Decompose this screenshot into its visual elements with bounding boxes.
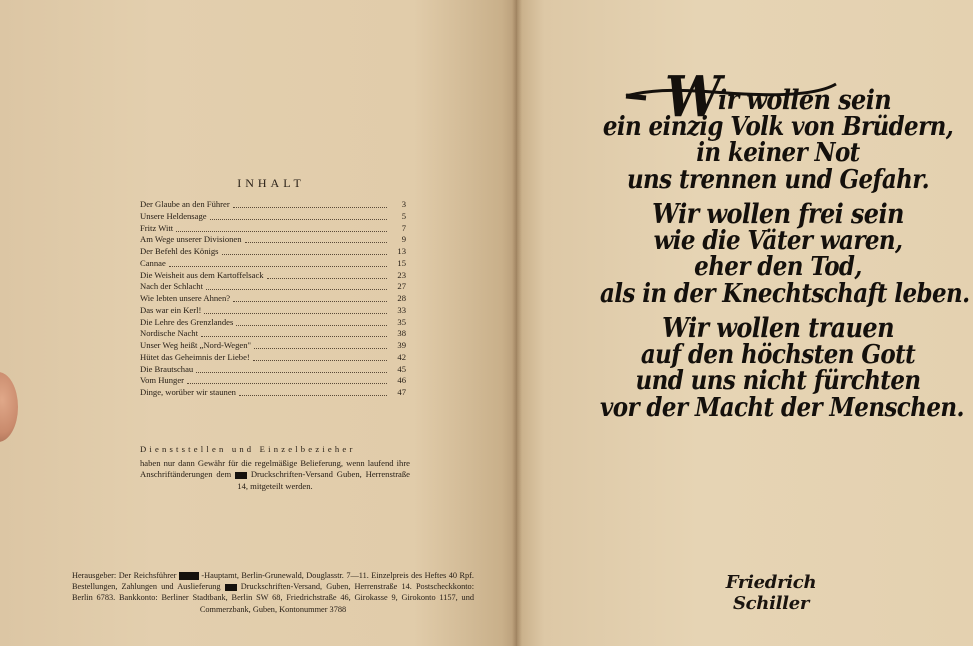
poem-line: Wir wollen frei sein bbox=[652, 197, 904, 230]
poem-line: vor der Macht der Menschen. bbox=[600, 391, 964, 423]
poem-line: eher den Tod, bbox=[694, 251, 862, 282]
poem-line: in keiner Not bbox=[696, 137, 860, 168]
notice-body bbox=[140, 458, 410, 493]
toc-entry bbox=[140, 305, 406, 317]
toc-entry bbox=[140, 199, 406, 211]
poem-stanza-3 bbox=[600, 311, 964, 423]
toc-entry-page: 15 bbox=[397, 257, 406, 268]
poem-line: ein einzig Volk von Brüdern, bbox=[602, 110, 954, 142]
toc-leader-dots bbox=[236, 317, 387, 326]
toc-entry-title: Wie lebten unsere Ahnen? bbox=[140, 293, 231, 303]
poem-author: Friedrich Schiller bbox=[725, 572, 817, 614]
toc-leader-dots bbox=[233, 293, 387, 302]
book-gutter bbox=[512, 0, 522, 646]
imprint-part-3: Druckschriften-Versand, Guben, Herrenstraße 14. Postscheckkonto: Berlin 6783. Bankkonto: Berliner Stadtbank, Berlin SW 68, Friedrichstraße 46, Girokasse 9, Girokonto 1157, und Commerzbank, Guben, Kontonummer 3788 bbox=[72, 582, 475, 614]
toc-entry-page: 38 bbox=[397, 328, 406, 339]
toc-leader-dots bbox=[210, 211, 387, 220]
poem-line: als in der Knechtschaft leben. bbox=[600, 277, 970, 309]
toc-entry bbox=[140, 364, 406, 376]
toc-entry-title: Hütet das Geheimnis der Liebe! bbox=[140, 351, 250, 362]
toc-entry-title: Dinge, worüber wir staunen bbox=[140, 387, 236, 397]
toc-entry-page: 35 bbox=[397, 316, 406, 327]
toc-entry-title: Fritz Witt bbox=[140, 222, 174, 233]
toc-entry-page: 9 bbox=[401, 234, 406, 245]
toc-leader-dots bbox=[176, 223, 387, 232]
poem-stanza-1 bbox=[600, 63, 956, 195]
toc-entry bbox=[140, 352, 406, 364]
schiller-poem bbox=[600, 63, 970, 429]
toc-entry bbox=[140, 270, 406, 282]
toc-leader-dots bbox=[233, 199, 387, 208]
poem-line: Wir wollen trauen bbox=[662, 311, 894, 344]
poem-line: und uns nicht fürchten bbox=[635, 365, 921, 396]
toc-leader-dots bbox=[222, 246, 387, 255]
toc-entry bbox=[140, 328, 406, 340]
toc-leader-dots bbox=[206, 281, 387, 290]
toc-leader-dots bbox=[169, 258, 387, 267]
poem-line: wie die Väter waren, bbox=[653, 224, 903, 256]
toc-entry-title: Am Wege unserer Divisionen bbox=[140, 234, 242, 245]
toc-entry-title: Unser Weg heißt „Nord-Wegen" bbox=[140, 340, 252, 350]
poem-stanza-2 bbox=[600, 197, 970, 309]
toc-entry-page: 47 bbox=[397, 387, 406, 397]
toc-entry bbox=[140, 281, 406, 293]
toc-entry-title: Vom Hunger bbox=[140, 375, 185, 386]
toc-entry bbox=[140, 375, 406, 387]
toc-leader-dots bbox=[204, 305, 387, 314]
imprint bbox=[72, 570, 474, 615]
toc-entry-title: Nordische Nacht bbox=[140, 328, 198, 339]
toc-entry-page: 45 bbox=[397, 363, 406, 374]
imprint-part-2: -Hauptamt, Berlin-Grunewald, Douglasstr. 7—11. Einzelpreis des Heftes 40 Rpf. Bestellungen, Zahlungen und Auslieferung bbox=[72, 571, 475, 592]
toc-entry bbox=[140, 246, 406, 258]
toc-entry-page: 7 bbox=[401, 222, 406, 233]
toc-entry-title: Die Brautschau bbox=[140, 363, 194, 374]
notice-text-before: haben nur dann Gewähr für die regelmäßige Belieferung, wenn laufend ihre Anschriftänderungen dem bbox=[140, 457, 410, 480]
toc-entry bbox=[140, 340, 406, 352]
toc-entry-title: Der Glaube an den Führer bbox=[140, 199, 230, 209]
toc-title: INHALT bbox=[237, 176, 305, 190]
toc-leader-dots bbox=[187, 375, 387, 384]
toc-entry-title: Der Befehl des Königs bbox=[140, 246, 219, 256]
toc-leader-dots bbox=[245, 234, 387, 243]
notice-heading: Dienststellen und Einzelbezieher bbox=[140, 444, 356, 454]
toc-entry-page: 23 bbox=[397, 269, 406, 280]
toc-entry bbox=[140, 223, 406, 235]
toc-entry-title: Die Lehre des Grenzlandes bbox=[140, 316, 234, 327]
redaction-mark bbox=[235, 472, 247, 479]
imprint-part-1: Herausgeber: Der Reichsführer bbox=[72, 571, 177, 580]
notice-text-after: Druckschriften-Versand Guben, Herrenstraße 14, mitgeteilt werden. bbox=[237, 469, 410, 491]
redaction-mark bbox=[225, 584, 237, 591]
toc-leader-dots bbox=[196, 364, 387, 373]
toc-entry bbox=[140, 258, 406, 270]
toc-entry-page: 27 bbox=[397, 281, 406, 292]
poem-line: uns trennen und Gefahr. bbox=[626, 163, 930, 195]
toc-leader-dots bbox=[254, 340, 387, 349]
toc-entry-title: Das war ein Kerl! bbox=[140, 304, 202, 315]
poem-line: auf den höchsten Gott bbox=[640, 338, 916, 370]
notice-block bbox=[140, 444, 410, 492]
poem-line-text: ir wollen sein bbox=[718, 83, 892, 116]
toc-entry-page: 5 bbox=[401, 210, 406, 221]
toc-entry-page: 13 bbox=[397, 246, 406, 256]
toc-entry-title: Unsere Heldensage bbox=[140, 210, 207, 221]
toc-entry-title: Cannae bbox=[140, 257, 166, 268]
toc-entry-page: 28 bbox=[397, 293, 406, 303]
toc-entry bbox=[140, 387, 406, 399]
toc-entry-page: 33 bbox=[397, 304, 406, 315]
toc-entry bbox=[140, 234, 406, 246]
toc-entry bbox=[140, 211, 406, 223]
toc-leader-dots bbox=[267, 270, 387, 279]
toc-leader-dots bbox=[201, 328, 387, 337]
redaction-mark bbox=[179, 572, 199, 580]
toc-entry-page: 39 bbox=[397, 340, 406, 350]
table-of-contents bbox=[140, 199, 406, 399]
drop-initial: W bbox=[664, 63, 719, 130]
toc-entry-page: 3 bbox=[401, 199, 406, 209]
toc-leader-dots bbox=[239, 387, 387, 396]
toc-leader-dots bbox=[253, 352, 387, 361]
toc-entry-page: 46 bbox=[397, 375, 406, 386]
toc-entry bbox=[140, 317, 406, 329]
toc-entry-title: Nach der Schlacht bbox=[140, 281, 203, 292]
toc-entry bbox=[140, 293, 406, 305]
toc-entry-title: Die Weisheit aus dem Kartoffelsack bbox=[140, 269, 264, 280]
toc-entry-page: 42 bbox=[397, 351, 406, 362]
